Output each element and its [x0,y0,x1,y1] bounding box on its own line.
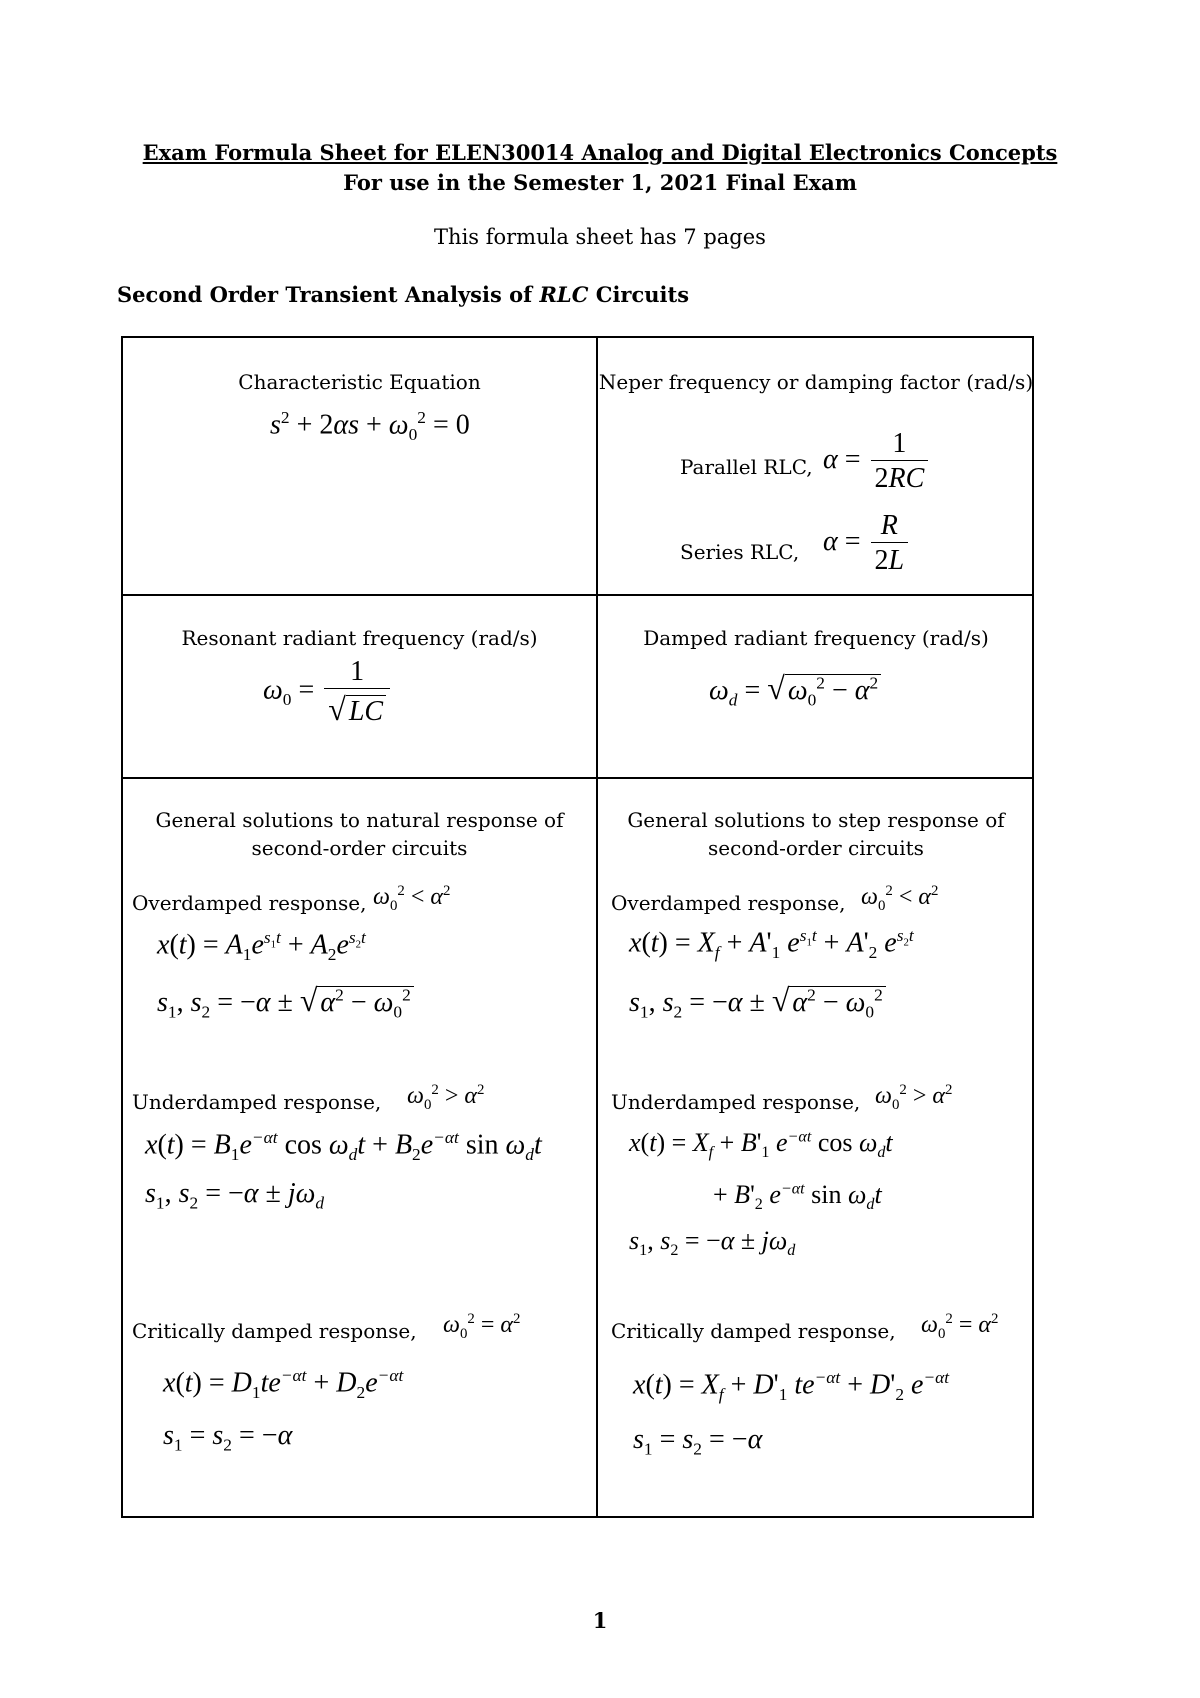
natural-critical-roots: $s_1 = s_2 = -\alpha$ [163,1420,293,1455]
natural-underdamped-label: Underdamped response, [132,1090,382,1114]
step-critical-label: Critically damped response, [611,1319,896,1343]
step-underdamped-solution-line1: $x(t) = X_f + B'_1$ $e^{-\alpha t}$ $\cos \omega_dt$ [629,1128,893,1162]
step-underdamped-condition: $\omega_0^2 > \alpha^2$ [875,1082,953,1113]
step-overdamped-roots: $s_1$, $s_2 = -\alpha$ ± √ $\alpha^2 - \omega_0^2$ [629,982,886,1023]
natural-title: General solutions to natural response of second-order circuits [155,808,564,860]
section-heading-pre: Second Order Transient Analysis of [117,282,540,307]
natural-critical-label: Critically damped response, [132,1319,417,1343]
section-heading-post: Circuits [588,282,690,307]
column-divider [596,338,598,1516]
damped-title: Damped radiant frequency (rad/s) [643,626,989,650]
neper-title: Neper frequency or damping factor (rad/s) [598,370,1034,394]
neper-series-equation: α = $\frac{R}{2L}$ [823,510,911,577]
resonant-title: Resonant radiant frequency (rad/s) [181,626,538,650]
formula-table [121,336,1034,1518]
natural-underdamped-solution: $x(t) = B_1e^{-\alpha t}$ $\cos \omega_dt + B_2e^{-\alpha t}$ $\sin \omega_dt$ [145,1128,542,1164]
natural-underdamped-condition: $\omega_0^2 > \alpha^2$ [407,1082,485,1113]
row-divider-1 [123,594,1032,596]
step-critical-condition: $\omega_0^2 = \alpha^2$ [921,1311,999,1342]
document-subtitle: For use in the Semester 1, 2021 Final Exam [343,170,857,195]
row-divider-2 [123,777,1032,779]
step-underdamped-solution-line2: + $B'_2$ $e^{-\alpha t}$ $\sin \omega_dt$ [713,1180,882,1214]
natural-overdamped-condition: $\omega_0^2 < \alpha^2$ [373,883,451,914]
step-critical-solution: $x(t) = X_f + D'_1$ $te^{-\alpha t} + D'_2$ $e^{-\alpha t}$ [633,1368,950,1404]
page-number: 1 [592,1608,608,1633]
section-heading [117,282,689,307]
neper-parallel-equation: α = $\frac{1}{2RC}$ [823,428,931,495]
natural-critical-solution: $x(t) = D_1te^{-\alpha t} + D_2e^{-\alpha t}$ [163,1366,404,1402]
parallel-rlc-label: Parallel RLC, [680,455,813,479]
resonant-equation: $\omega_0$ = $\frac{1}{√ LC}$ [263,656,393,728]
natural-overdamped-label: Overdamped response, [132,891,367,915]
step-title: General solutions to step response of second-order circuits [627,808,1005,860]
natural-critical-condition: $\omega_0^2 = \alpha^2$ [443,1311,521,1342]
document-title: Exam Formula Sheet for ELEN30014 Analog and Digital Electronics Concepts [142,140,1058,165]
section-heading-em: RLC [539,282,589,307]
natural-overdamped-roots: $s_1$, $s_2 = -\alpha$ ± √ $\alpha^2 - \omega_0^2$ [157,982,414,1023]
pages-note: This formula sheet has 7 pages [434,225,766,249]
step-overdamped-condition: $\omega_0^2 < \alpha^2$ [861,883,939,914]
step-underdamped-label: Underdamped response, [611,1090,861,1114]
characteristic-equation: $s^2 + 2\alpha s + \omega_0^2 = 0$ [270,408,470,444]
step-overdamped-label: Overdamped response, [611,891,846,915]
characteristic-title: Characteristic Equation [238,370,481,394]
natural-underdamped-roots: $s_1$, $s_2 = -\alpha \pm j\omega_d$ [145,1178,325,1213]
damped-equation: $\omega_d$ = √ $\omega_0^2 - \alpha^2$ [709,670,881,711]
step-overdamped-solution: $x(t) = X_f + A'_1$ $e^{s_1t} + A'_2$ $e^{s_2t}$ [629,926,914,962]
series-rlc-label: Series RLC, [680,540,800,564]
step-critical-roots: $s_1 = s_2 = -\alpha$ [633,1424,763,1459]
natural-overdamped-solution: $x(t) = A_1e^{s_1t} + A_2e^{s_2t}$ [157,928,366,964]
step-underdamped-roots: $s_1$, $s_2 = -\alpha \pm j\omega_d$ [629,1226,796,1260]
